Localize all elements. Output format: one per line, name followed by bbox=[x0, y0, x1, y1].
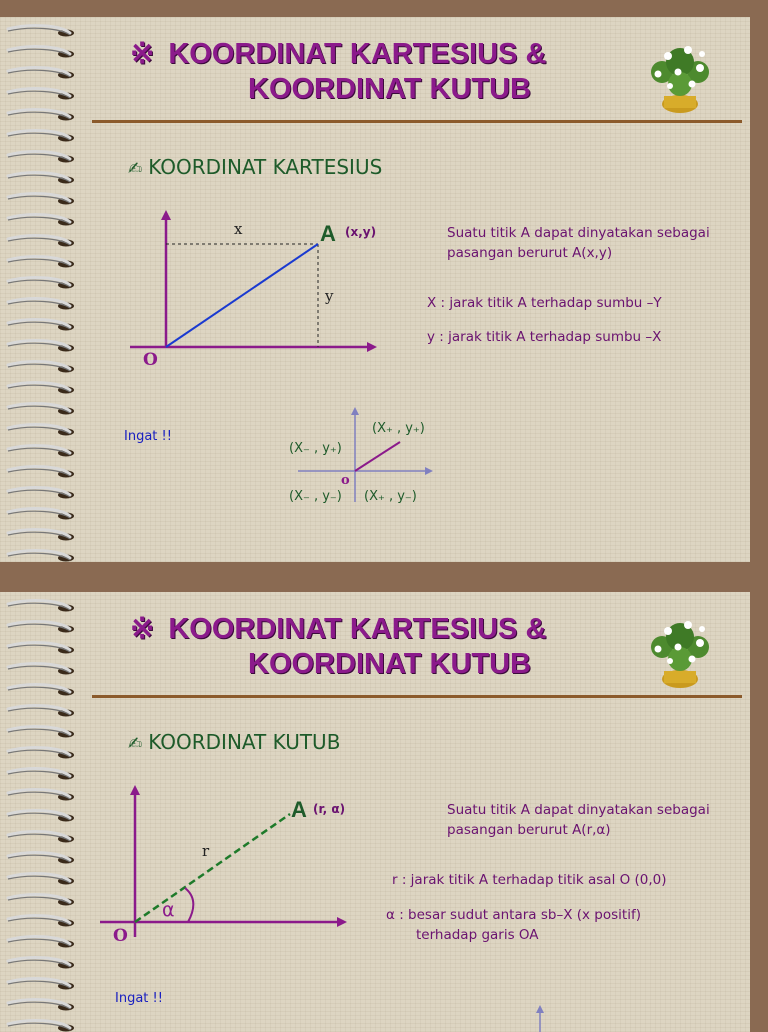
x-axis-arrow-icon bbox=[337, 917, 347, 927]
description-line2: pasangan berurut A(r,α) bbox=[447, 822, 611, 838]
pencil-bullet-icon: ✍ bbox=[128, 734, 143, 754]
alpha-label: α bbox=[162, 899, 175, 921]
r-label: r bbox=[202, 842, 210, 860]
section-heading-text: KOORDINAT KARTESIUS bbox=[148, 155, 383, 179]
quadrant-x-arrow-icon bbox=[425, 467, 433, 475]
quadrant-2-label: (X₋ , y₊) bbox=[289, 441, 342, 456]
title-line1: KOORDINAT KARTESIUS & bbox=[168, 613, 547, 645]
x-axis-arrow-icon bbox=[367, 342, 377, 352]
point-a-coords: (x,y) bbox=[345, 225, 377, 239]
title-mark-icon: ※ bbox=[130, 38, 155, 70]
section-heading-text: KOORDINAT KUTUB bbox=[148, 730, 341, 754]
reminder-label: Ingat !! bbox=[124, 429, 172, 444]
definition-alpha-line2: terhadap garis OA bbox=[416, 927, 539, 943]
description-line1: Suatu titik A dapat dinyatakan sebagai bbox=[447, 802, 710, 818]
point-a-label: A bbox=[291, 797, 307, 822]
quadrant-line bbox=[355, 442, 400, 471]
reminder-label: Ingat !! bbox=[115, 991, 163, 1006]
title-line1: KOORDINAT KARTESIUS & bbox=[168, 38, 547, 70]
y-axis-arrow-icon bbox=[130, 785, 140, 795]
line-OA bbox=[135, 814, 290, 922]
quadrant-4-label: (X₊ , y₋) bbox=[364, 489, 417, 504]
y-label: y bbox=[325, 287, 334, 305]
point-a-coords: (r, α) bbox=[313, 802, 346, 816]
quadrant-y-arrow-icon bbox=[536, 1005, 544, 1013]
pencil-bullet-icon: ✍ bbox=[128, 159, 143, 179]
quadrant-origin-label: o bbox=[341, 473, 350, 488]
line-OA bbox=[166, 244, 318, 347]
cartesian-diagram bbox=[0, 17, 750, 562]
origin-label: O bbox=[143, 350, 158, 370]
definition-x: X : jarak titik A terhadap sumbu –Y bbox=[427, 295, 662, 311]
description-line2: pasangan berurut A(x,y) bbox=[447, 245, 613, 261]
description bbox=[447, 223, 710, 263]
x-label: x bbox=[234, 220, 243, 238]
definition-y: y : jarak titik A terhadap sumbu –X bbox=[427, 329, 662, 345]
title-line2: KOORDINAT KUTUB bbox=[248, 648, 531, 680]
slide-cartesian bbox=[0, 17, 750, 562]
quadrant-1-label: (X₊ , y₊) bbox=[372, 421, 425, 436]
description bbox=[447, 800, 710, 840]
title-line2: KOORDINAT KUTUB bbox=[248, 73, 531, 105]
quadrant-y-arrow-icon bbox=[351, 407, 359, 415]
point-a-label: A bbox=[320, 221, 336, 246]
definition-r: r : jarak titik A terhadap titik asal O (0,0) bbox=[392, 872, 667, 888]
angle-arc bbox=[185, 888, 193, 922]
definition-alpha-line1: α : besar sudut antara sb–X (x positif) bbox=[386, 907, 641, 923]
y-axis-arrow-icon bbox=[161, 210, 171, 220]
description-line1: Suatu titik A dapat dinyatakan sebagai bbox=[447, 225, 710, 241]
definition-alpha bbox=[386, 905, 641, 945]
quadrant-3-label: (X₋ , y₋) bbox=[289, 489, 342, 504]
title-mark-icon: ※ bbox=[130, 613, 155, 645]
origin-label: O bbox=[113, 926, 128, 946]
slide-polar bbox=[0, 592, 750, 1032]
